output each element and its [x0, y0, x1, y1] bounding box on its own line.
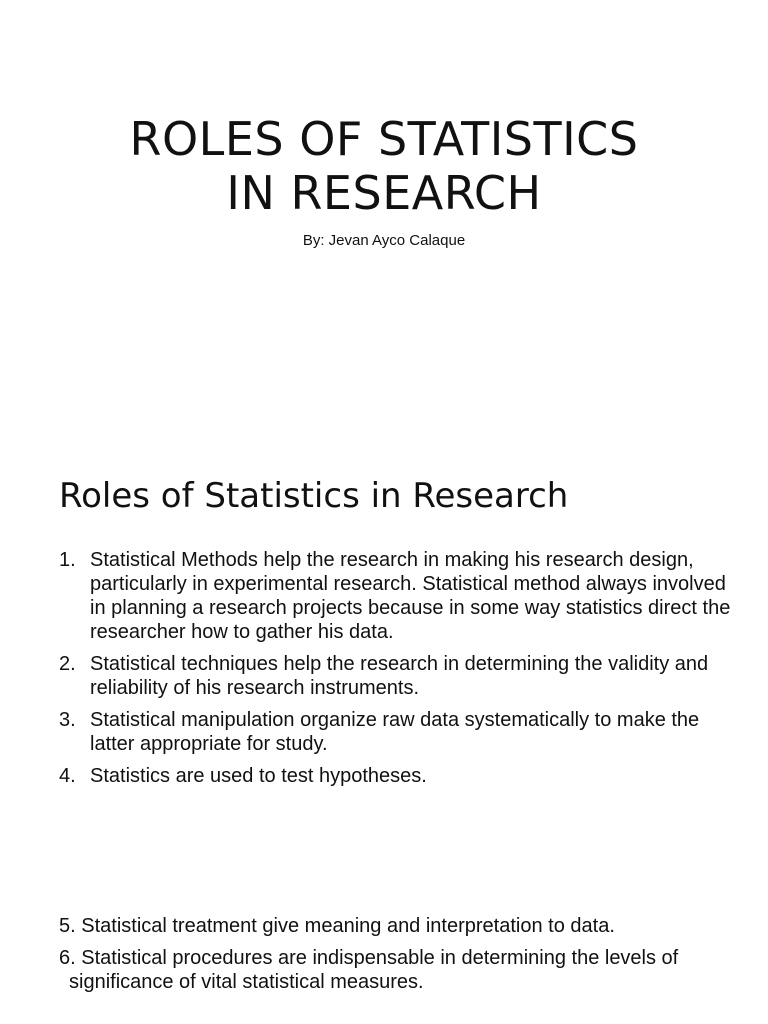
list-item	[59, 548, 739, 644]
list-item-text: Statistical manipulation organize raw data systematically to make the latter appropriate for study.	[90, 709, 700, 755]
list-item-text: Statistical techniques help the research in determining the validity and reliability of his research instruments.	[90, 653, 709, 699]
additional-points	[59, 914, 739, 1002]
slide-title-line-2: IN RESEARCH	[226, 166, 542, 220]
title-slide	[0, 0, 768, 440]
additional-point-5	[59, 914, 739, 938]
list-item-number: 4.	[59, 765, 76, 787]
list-item-number: 1.	[59, 549, 76, 571]
additional-point-6	[59, 946, 739, 994]
additional-point-text: 5. Statistical treatment give meaning and interpretation to data.	[59, 915, 615, 937]
section-heading: Roles of Statistics in Research	[59, 476, 569, 516]
slide-title-line-1: ROLES OF STATISTICS	[129, 112, 639, 166]
list-item-number: 3.	[59, 709, 76, 731]
list-item-text: Statistics are used to test hypotheses.	[90, 765, 427, 787]
roles-list	[59, 548, 739, 796]
list-item	[59, 708, 739, 756]
list-item-text: Statistical Methods help the research in making his research design, particularly in experimental research. Statistical method always involved in planning a research projects because in some way statistics direct the researcher how to gather his data.	[90, 549, 731, 643]
list-item	[59, 652, 739, 700]
slide-title	[0, 112, 768, 220]
title-block	[0, 112, 768, 220]
additional-point-text: 6. Statistical procedures are indispensable in determining the levels of significance of vital statistical measures.	[59, 947, 679, 993]
content-slide	[0, 440, 768, 1024]
list-item	[59, 764, 739, 788]
author-byline: By: Jevan Ayco Calaque	[302, 232, 466, 249]
list-item-number: 2.	[59, 653, 76, 675]
